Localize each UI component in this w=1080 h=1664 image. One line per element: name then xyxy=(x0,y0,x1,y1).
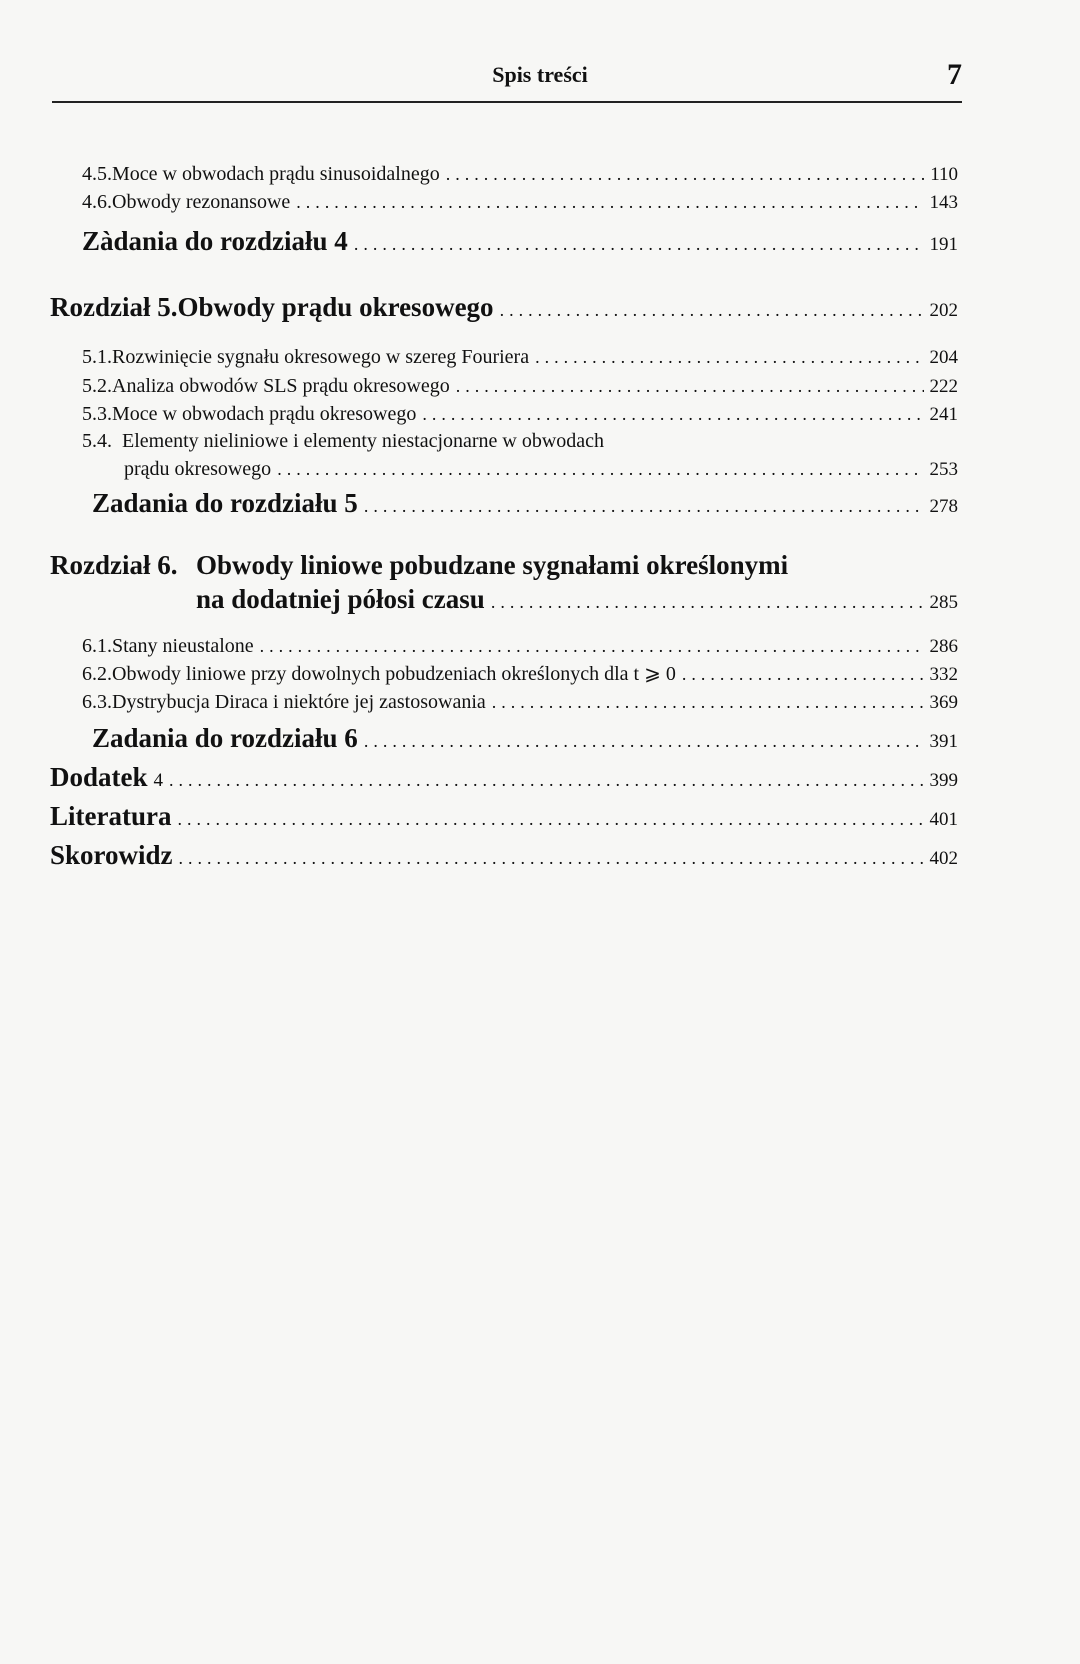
toc-entry-number: 6.1. xyxy=(82,635,112,657)
toc-entry-first-line[interactable] xyxy=(82,431,604,451)
toc-entry-page: 110 xyxy=(930,164,958,185)
toc-entry-page: 399 xyxy=(929,770,958,791)
header-rule xyxy=(52,101,962,103)
toc-entry-title: Moce w obwodach prądu okresowego xyxy=(112,403,417,425)
toc-entry-number: 5.4. xyxy=(82,430,112,452)
toc-chapter-5[interactable] xyxy=(50,294,958,321)
toc-entry[interactable] xyxy=(82,664,958,684)
toc-entry-number: 4.6. xyxy=(82,191,112,213)
toc-index[interactable] xyxy=(50,842,958,869)
toc-exercises-4[interactable] xyxy=(82,228,958,255)
toc-entry-title: Dodatek xyxy=(50,762,148,792)
running-header-title: Spis treści xyxy=(492,62,588,87)
toc-exercises-5[interactable] xyxy=(92,490,958,517)
toc-entry-title: Skorowidz xyxy=(50,840,173,870)
dot-leader xyxy=(535,348,923,366)
toc-entry-title: Obwody rezonansowe xyxy=(112,191,291,213)
dot-leader xyxy=(277,460,923,478)
toc-entry-title: Obwody liniowe przy dowolnych pobudzeniach określonych dla t ⩾ 0 xyxy=(112,663,676,685)
dot-leader xyxy=(354,235,924,253)
toc-entry-page: 222 xyxy=(929,376,958,397)
toc-exercises-6[interactable] xyxy=(92,725,958,752)
toc-entry-title: Analiza obwodów SLS prądu okresowego xyxy=(112,375,450,397)
toc-entry-page: 332 xyxy=(929,664,958,685)
toc-entry-page: 286 xyxy=(929,636,958,657)
chapter-title: Obwody prądu okresowego xyxy=(177,292,494,322)
toc-entry-page: 191 xyxy=(929,234,958,255)
dot-leader xyxy=(422,405,923,423)
toc-entry-page: 369 xyxy=(929,692,958,713)
page-number: 7 xyxy=(947,58,962,91)
dot-leader xyxy=(446,165,924,183)
toc-entry-page: 241 xyxy=(929,404,958,425)
chapter-title-continuation: na dodatniej półosi czasu xyxy=(196,584,485,614)
dot-leader xyxy=(179,849,924,867)
toc-entry[interactable] xyxy=(82,636,958,656)
chapter-label: Rozdział 5. xyxy=(50,292,178,322)
toc-bibliography[interactable] xyxy=(50,803,958,830)
toc-entry[interactable] xyxy=(82,347,958,367)
toc-entry-page: 402 xyxy=(929,848,958,869)
toc-entry-page: 204 xyxy=(929,347,958,368)
dot-leader xyxy=(682,665,924,683)
toc-entry-title: prądu okresowego xyxy=(124,458,272,480)
toc-entry-number: 4.5. xyxy=(82,163,112,185)
toc-chapter-6[interactable] xyxy=(196,586,958,613)
dot-leader xyxy=(500,301,924,319)
toc-entry-page: 391 xyxy=(929,731,958,752)
toc-entry-page: 401 xyxy=(929,809,958,830)
toc-entry-title: Elementy nieliniowe i elementy niestacjonarne w obwodach xyxy=(122,430,605,452)
toc-entry-title: Zàdania do rozdziału 4 xyxy=(82,226,348,256)
toc-entry[interactable] xyxy=(82,192,958,212)
toc-entry-number: 5.3. xyxy=(82,403,112,425)
dot-leader xyxy=(296,193,923,211)
toc-appendix[interactable] xyxy=(50,764,958,791)
toc-entry-title: Stany nieustalone xyxy=(112,635,254,657)
toc-entry-number: 6.3. xyxy=(82,691,112,713)
toc-entry-number: 6.2. xyxy=(82,663,112,685)
dot-leader xyxy=(364,732,924,750)
dot-leader xyxy=(364,497,924,515)
toc-entry-title: Literatura xyxy=(50,801,172,831)
toc-entry-page: 278 xyxy=(929,496,958,517)
toc-entry-number: 5.2. xyxy=(82,375,112,397)
toc-entry-number: 5.1. xyxy=(82,346,112,368)
toc-entry-page: 285 xyxy=(929,592,958,613)
dot-leader xyxy=(491,593,924,611)
toc-entry-title: Rozwinięcie sygnału okresowego w szereg Fouriera xyxy=(112,346,530,368)
appendix-number: 4 xyxy=(153,770,164,791)
dot-leader xyxy=(492,693,924,711)
dot-leader xyxy=(456,377,924,395)
toc-entry-continuation[interactable] xyxy=(124,459,958,479)
dot-leader xyxy=(169,771,923,789)
dot-leader xyxy=(260,637,924,655)
toc-entry[interactable] xyxy=(82,404,958,424)
toc-entry-page: 253 xyxy=(929,459,958,480)
chapter-label: Rozdział 6. xyxy=(50,550,178,580)
toc-entry[interactable] xyxy=(82,692,958,712)
chapter-title: Obwody liniowe pobudzane sygnałami określonymi xyxy=(196,550,789,580)
toc-entry-title: Dystrybucja Diraca i niektóre jej zastosowania xyxy=(112,691,486,713)
toc-chapter-6-first-line[interactable] xyxy=(50,552,788,579)
toc-entry-page: 143 xyxy=(929,192,958,213)
toc-entry-page: 202 xyxy=(929,300,958,321)
toc-entry-title: Zadania do rozdziału 6 xyxy=(92,723,358,753)
toc-entry-title: Moce w obwodach prądu sinusoidalnego xyxy=(112,163,440,185)
toc-entry[interactable] xyxy=(82,164,958,184)
toc-entry-title: Zadania do rozdziału 5 xyxy=(92,488,358,518)
toc-entry[interactable] xyxy=(82,376,958,396)
dot-leader xyxy=(177,810,923,828)
